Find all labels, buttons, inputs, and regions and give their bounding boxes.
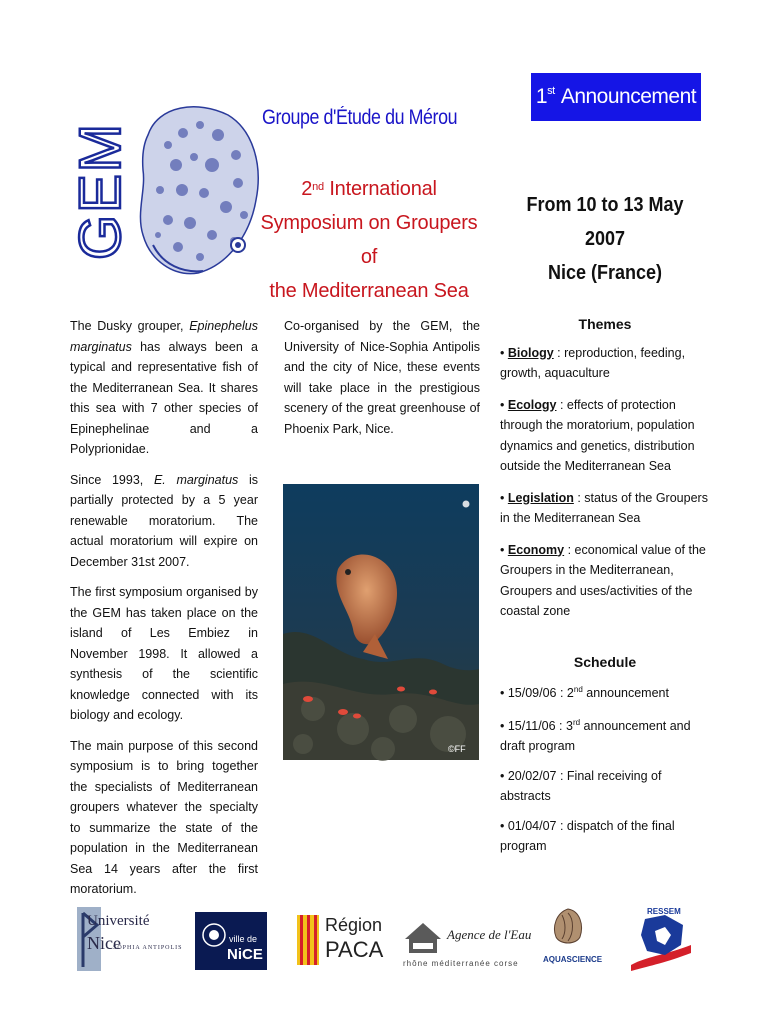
org-title: Groupe d'Étude du Mérou xyxy=(262,106,458,129)
event-dates xyxy=(511,188,700,290)
gem-letters xyxy=(68,122,133,260)
announcement-number: 1 xyxy=(535,85,548,108)
intro-paragraph: The Dusky grouper, Epinephelus marginatus has always been a typical and representative fish of the Mediterranean Sea. It shares this sea with 7 other species of Epinephelinae and a Polyprionidae. xyxy=(70,319,258,456)
schedule-item: • 15/11/06 : 3rd announcement and draft program xyxy=(500,717,691,754)
grouper-photo xyxy=(283,484,479,760)
university-city: Nice xyxy=(87,933,121,953)
symposium-line-2: Symposium on Groupers of xyxy=(260,212,478,268)
university-nice-logo xyxy=(75,905,183,975)
right-column xyxy=(500,314,710,866)
grouper-drawing xyxy=(140,107,258,274)
university-label: Université xyxy=(87,913,150,929)
ressem-name: RESSEM xyxy=(647,907,681,916)
left-column xyxy=(70,316,258,910)
symposium-line-1-rest: International xyxy=(323,178,437,200)
university-campus: SOPHIA ANTIPOLIS xyxy=(113,945,183,951)
middle-column xyxy=(284,316,480,449)
theme-keyword: Legislation xyxy=(507,490,574,505)
region-paca-logo xyxy=(297,905,384,975)
coorganisers-paragraph: Co-organised by the GEM, the University of Nice-Sophia Antipolis and the city of Nice, these events will take place in the prestigious scenery of the great greenhouse of Phoenix Park, Nice. xyxy=(284,319,480,436)
nice-label: ville de xyxy=(229,934,258,944)
agence-tagline: rhône méditerranée corse xyxy=(403,959,519,968)
theme-keyword: Economy xyxy=(507,542,565,557)
shell-icon xyxy=(550,905,586,949)
theme-item: • Ecology : effects of protection through the moratorium, population dynamics and genetics, distribution outside the Mediterranean Sea xyxy=(500,397,695,473)
nice-crest-icon xyxy=(201,922,227,948)
event-date-range: From 10 to 13 May 2007 xyxy=(526,194,684,250)
ressem-logo xyxy=(625,905,697,975)
event-location: Nice (France) xyxy=(547,262,663,284)
paca-flag-icon xyxy=(297,915,319,965)
photo-credit: ©FF xyxy=(448,744,466,754)
species-name-short: E. marginatus xyxy=(153,472,239,487)
schedule-item: • 20/02/07 : Final receiving of abstracts xyxy=(500,768,662,804)
aquascience-logo xyxy=(543,905,603,975)
paca-name: PACA xyxy=(325,937,384,962)
symposium-line-1 xyxy=(250,172,488,206)
symposium-line-3: the Mediterranean Sea xyxy=(269,280,469,302)
themes-heading: Themes xyxy=(578,316,632,332)
agence-script: Agence de l'Eau xyxy=(447,927,532,942)
theme-item: • Biology : reproduction, feeding, growth, aquaculture xyxy=(500,345,686,380)
nice-name: NiCE xyxy=(227,946,263,963)
gem-logo-text: GEM xyxy=(68,121,133,260)
announcement-text: Announcement xyxy=(556,85,697,108)
theme-keyword: Biology xyxy=(507,345,554,360)
schedule-heading: Schedule xyxy=(573,653,637,670)
theme-keyword: Ecology xyxy=(507,397,557,412)
paca-label: Région xyxy=(325,915,383,935)
schedule-item: • 15/09/06 : 2nd announcement xyxy=(500,685,669,701)
announcement-suffix: st xyxy=(547,85,555,97)
symposium-ordinal: 2 xyxy=(301,178,313,200)
protection-paragraph: Since 1993, E. marginatus is partially protected by a 5 year renewable moratorium. The actual moratorium will expire on December 31st 2007. xyxy=(70,472,258,569)
symposium-title xyxy=(250,172,488,308)
purpose-paragraph: The main purpose of this second symposium is to bring together the specialists of Mediterranean groupers whatever the specialty to summarize the state of the population in the Mediterranean Sea 14 years after the first moratorium. xyxy=(70,738,258,896)
schedule-item: • 01/04/07 : dispatch of the final program xyxy=(500,818,675,854)
theme-item: • Economy : economical value of the Groupers in the Mediterranean, Groupers and uses/activities of the coastal zone xyxy=(500,542,706,618)
first-symposium-paragraph: The first symposium organised by the GEM has taken place on the island of Les Embiez in November 1998. It allowed a synthesis of the scientific knowledge connected with its biology and ecology. xyxy=(70,585,258,722)
aquascience-name: AQUASCIENCE xyxy=(543,955,603,964)
announcement-badge xyxy=(531,73,701,121)
gem-logo xyxy=(68,95,268,280)
species-name: Epinephelus marginatus xyxy=(70,319,258,354)
house-icon xyxy=(403,917,443,957)
theme-item: • Legislation : status of the Groupers in the Mediterranean Sea xyxy=(500,490,708,525)
ville-de-nice-logo xyxy=(195,912,267,970)
symposium-ordinal-suffix: nd xyxy=(312,181,324,193)
agence-de-leau-logo xyxy=(403,905,532,975)
